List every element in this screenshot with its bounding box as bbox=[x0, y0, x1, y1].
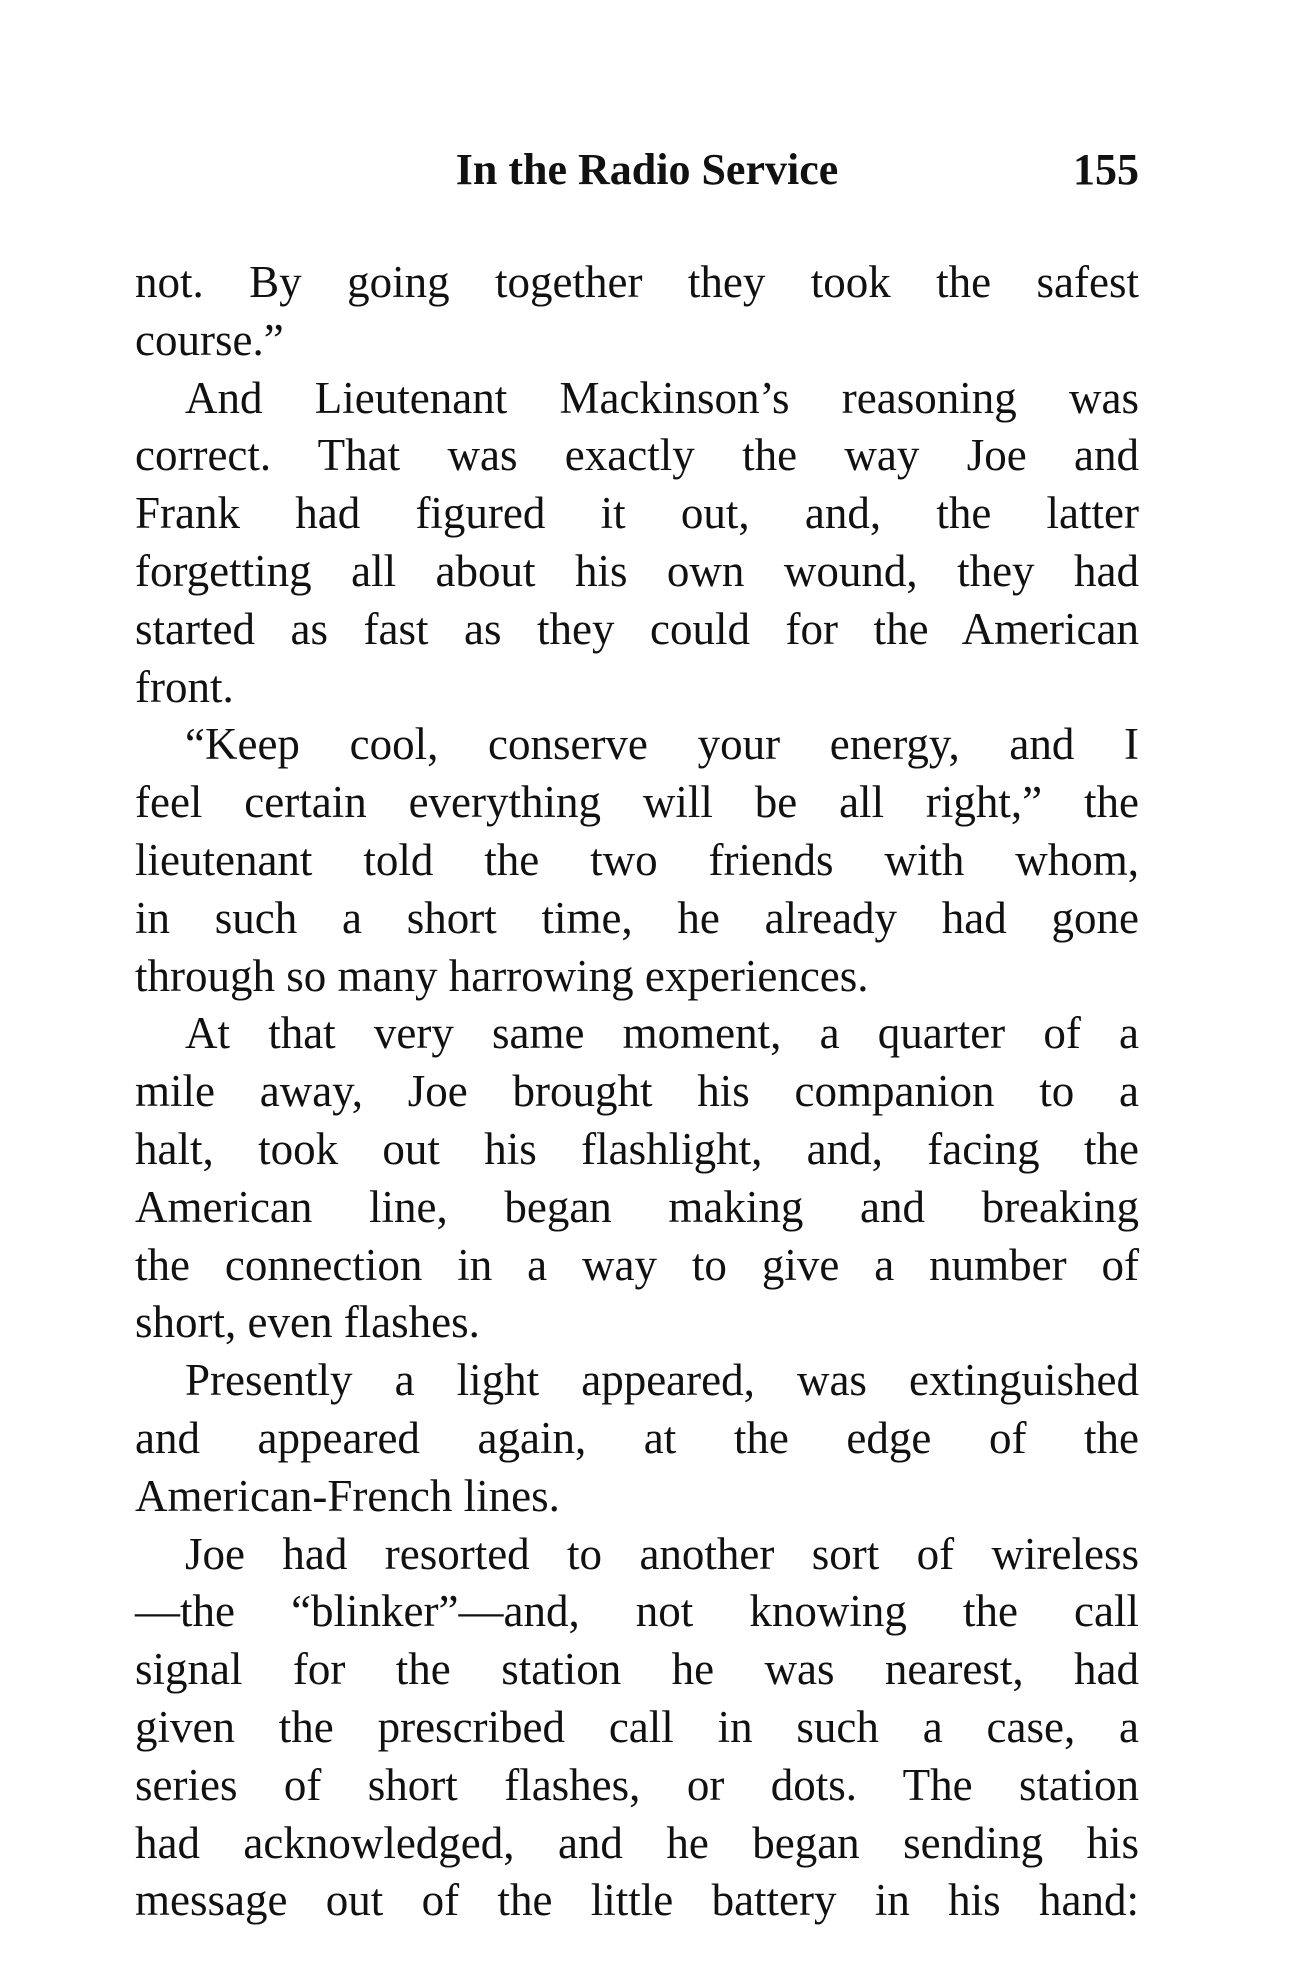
text-line: —the “blinker”—and, not knowing the call bbox=[135, 1586, 1139, 1637]
text-line: signal for the station he was nearest, had bbox=[135, 1644, 1139, 1695]
text-line: in such a short time, he already had gone bbox=[135, 892, 1139, 943]
text-line: not. By going together they took the safest bbox=[135, 257, 1139, 307]
body-text bbox=[135, 254, 1139, 1930]
text-line: and appeared again, at the edge of the bbox=[135, 1412, 1139, 1463]
text-line: correct. That was exactly the way Joe and bbox=[135, 430, 1139, 481]
text-line: through so many harrowing experiences. bbox=[135, 950, 869, 1001]
text-line: front. bbox=[135, 661, 234, 712]
text-line: given the prescribed call in such a case, a bbox=[135, 1701, 1139, 1752]
text-line: And Lieutenant Mackinson’s reasoning was bbox=[185, 372, 1139, 423]
text-line: forgetting all about his own wound, they had bbox=[135, 545, 1139, 596]
text-line: American-French lines. bbox=[135, 1470, 560, 1521]
text-line: message out of the little battery in his hand: bbox=[135, 1875, 1139, 1926]
text-line: short, even flashes. bbox=[135, 1297, 480, 1348]
text-line: halt, took out his flashlight, and, facing the bbox=[135, 1123, 1139, 1174]
text-line: Presently a light appeared, was extinguished bbox=[185, 1355, 1139, 1406]
text-line: series of short flashes, or dots. The station bbox=[135, 1759, 1139, 1810]
text-line: feel certain everything will be all right,” the bbox=[135, 777, 1139, 828]
text-line: started as fast as they could for the American bbox=[135, 603, 1139, 654]
text-line: mile away, Joe brought his companion to a bbox=[135, 1066, 1139, 1117]
text-line: course.” bbox=[135, 314, 284, 365]
page-header bbox=[135, 142, 1139, 198]
running-title: In the Radio Service bbox=[455, 145, 839, 194]
text-line: lieutenant told the two friends with whom, bbox=[135, 834, 1139, 885]
text-line: Frank had figured it out, and, the latter bbox=[135, 488, 1139, 539]
text-line: At that very same moment, a quarter of a bbox=[185, 1008, 1139, 1059]
text-line: American line, began making and breaking bbox=[135, 1181, 1139, 1232]
text-line: “Keep cool, conserve your energy, and I bbox=[185, 719, 1139, 770]
text-line: had acknowledged, and he began sending his bbox=[135, 1817, 1139, 1868]
text-line: Joe had resorted to another sort of wireless bbox=[185, 1528, 1139, 1579]
page-number: 155 bbox=[1073, 145, 1139, 194]
text-line: the connection in a way to give a number of bbox=[135, 1239, 1139, 1290]
